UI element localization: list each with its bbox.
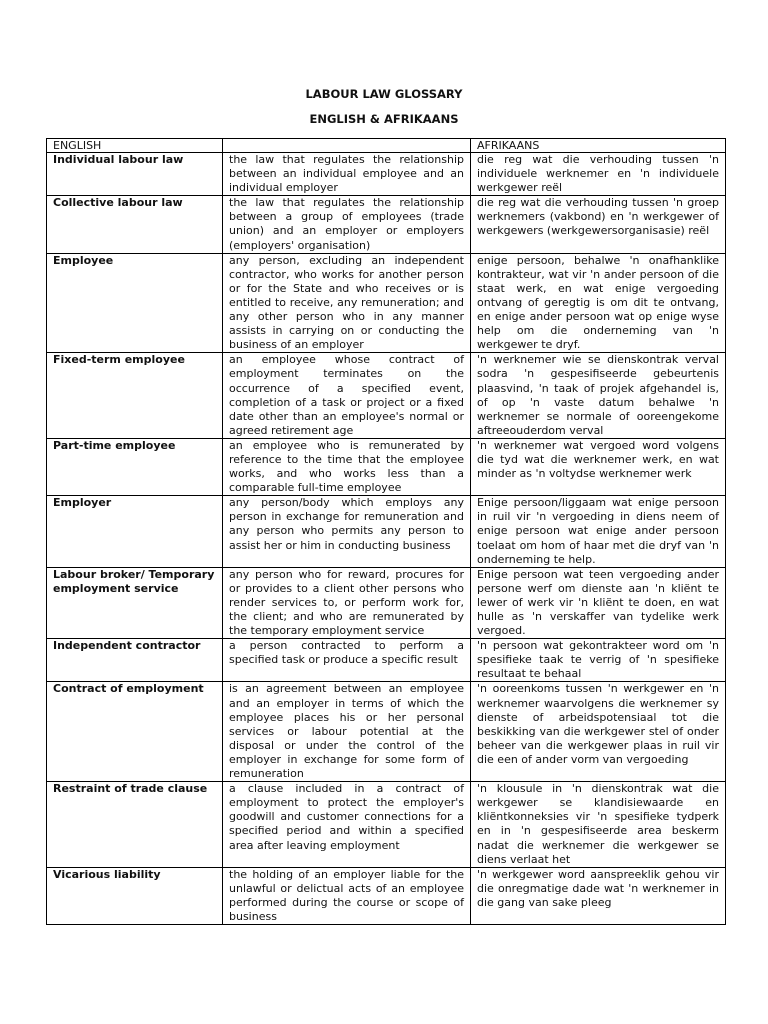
glossary-table-body [47,139,726,925]
document-subtitle: ENGLISH & AFRIKAANS [309,112,459,126]
header-blank [223,139,471,153]
table-row [47,353,726,439]
afrikaans-definition-cell: Enige persoon wat teen vergoeding ander persone werf om dienste aan 'n kliënt te lewer of werk vir 'n kliënt te doen, en wat hulle as 'n verskaffer van tydelike werk vergoed. [471,567,726,638]
english-definition-cell: the law that regulates the relationship between an individual employee and an individual employer [223,153,471,196]
afrikaans-definition-cell: die reg wat die verhouding tussen 'n groep werknemers (vakbond) en 'n werkgewer of werkgewers (werkgewersorganisasie) reël [471,196,726,253]
afrikaans-definition-cell: die reg wat die verhouding tussen 'n individuele werknemer en 'n individuele werkgewer reël [471,153,726,196]
english-definition-cell: the law that regulates the relationship between a group of employees (trade union) and an employer or employers (employers' organisation) [223,196,471,253]
english-definition-cell: is an agreement between an employee and an employer in terms of which the employee places his or her personal services or labour potential at the disposal or under the control of the employer in exchange for some form of remuneration [223,682,471,782]
english-definition-cell: any person/body which employs any person in exchange for remuneration and any person who permits any person to assist her or him in conducting business [223,496,471,567]
english-definition-cell: any person, excluding an independent contractor, who works for another person or for the State and who receives or is entitled to receive, any remuneration; and any other person who in any manner assists in carrying on or conducting the business of an employer [223,253,471,353]
term-cell: Restraint of trade clause [47,782,223,868]
afrikaans-definition-cell: 'n werknemer wie se dienskontrak verval sodra 'n gespesifiseerde gebeurtenis plaasvind, 'n taak of projek afgehandel is, of op 'n vaste datum behalwe 'n werknemer se normale of ooreengekome aftreeouderdom verval [471,353,726,439]
table-row [47,153,726,196]
term-cell: Vicarious liability [47,867,223,924]
table-row [47,867,726,924]
table-row [47,496,726,567]
table-row [47,682,726,782]
term-cell: Fixed-term employee [47,353,223,439]
afrikaans-definition-cell: 'n ooreenkoms tussen 'n werkgewer en 'n werknemer waarvolgens die werknemer sy dienste of arbeidspotensiaal tot die beskikking van die werkgewer stel of onder beheer van die werkgewer plaas in ruil vir die een of ander vorm van vergoeding [471,682,726,782]
table-row [47,567,726,638]
table-row [47,253,726,353]
english-definition-cell: any person who for reward, procures for or provides to a client other persons who render services to, or perform work for, the client; and who are remunerated by the temporary employment service [223,567,471,638]
afrikaans-definition-cell: Enige persoon/liggaam wat enige persoon in ruil vir 'n vergoeding in diens neem of enige persoon wat enige ander persoon toelaat om hom of haar met die dryf van 'n onderneming te help. [471,496,726,567]
header-english: ENGLISH [47,139,223,153]
afrikaans-definition-cell: 'n persoon wat gekontrakteer word om 'n spesifieke taak te verrig of 'n spesifieke resultaat te behaal [471,639,726,682]
term-cell: Individual labour law [47,153,223,196]
table-row [47,782,726,868]
term-cell: Part-time employee [47,438,223,495]
term-cell: Labour broker/ Temporary employment service [47,567,223,638]
afrikaans-definition-cell: 'n werkgewer word aanspreeklik gehou vir die onregmatige dade wat 'n werknemer in die gang van sake pleeg [471,867,726,924]
english-definition-cell: the holding of an employer liable for the unlawful or delictual acts of an employee performed during the course or scope of business [223,867,471,924]
header-afrikaans: AFRIKAANS [471,139,726,153]
english-definition-cell: an employee whose contract of employment terminates on the occurrence of a specified event, completion of a task or project or a fixed date other than an employee's normal or agreed retirement age [223,353,471,439]
term-cell: Employee [47,253,223,353]
afrikaans-definition-cell: 'n werknemer wat vergoed word volgens die tyd wat die werknemer werk, en wat minder as 'n voltydse werknemer werk [471,438,726,495]
term-cell: Contract of employment [47,682,223,782]
english-definition-cell: a person contracted to perform a specified task or produce a specific result [223,639,471,682]
english-definition-cell: an employee who is remunerated by reference to the time that the employee works, and who works less than a comparable full-time employee [223,438,471,495]
table-row [47,639,726,682]
afrikaans-definition-cell: enige persoon, behalwe 'n onafhanklike kontrakteur, wat vir 'n ander persoon of die staat werk, en wat enige vergoeding ontvang of geregtig is om dit te ontvang, en enige ander persoon wat op enige wyse help om die onderneming van 'n werkgewer te dryf. [471,253,726,353]
table-row [47,438,726,495]
afrikaans-definition-cell: 'n klousule in 'n dienskontrak wat die werkgewer se klandisiewaarde en kliëntkonneksies vir 'n spesifieke tydperk en in 'n gespesifiseerde area beskerm nadat die werknemer die werkgewer se diens verlaat het [471,782,726,868]
table-row [47,196,726,253]
term-cell: Independent contractor [47,639,223,682]
english-definition-cell: a clause included in a contract of employment to protect the employer's goodwill and customer connections for a specified period and within a specified area after leaving employment [223,782,471,868]
document-title: LABOUR LAW GLOSSARY [305,87,463,101]
term-cell: Employer [47,496,223,567]
header-row [47,139,726,153]
term-cell: Collective labour law [47,196,223,253]
glossary-table [46,138,726,925]
